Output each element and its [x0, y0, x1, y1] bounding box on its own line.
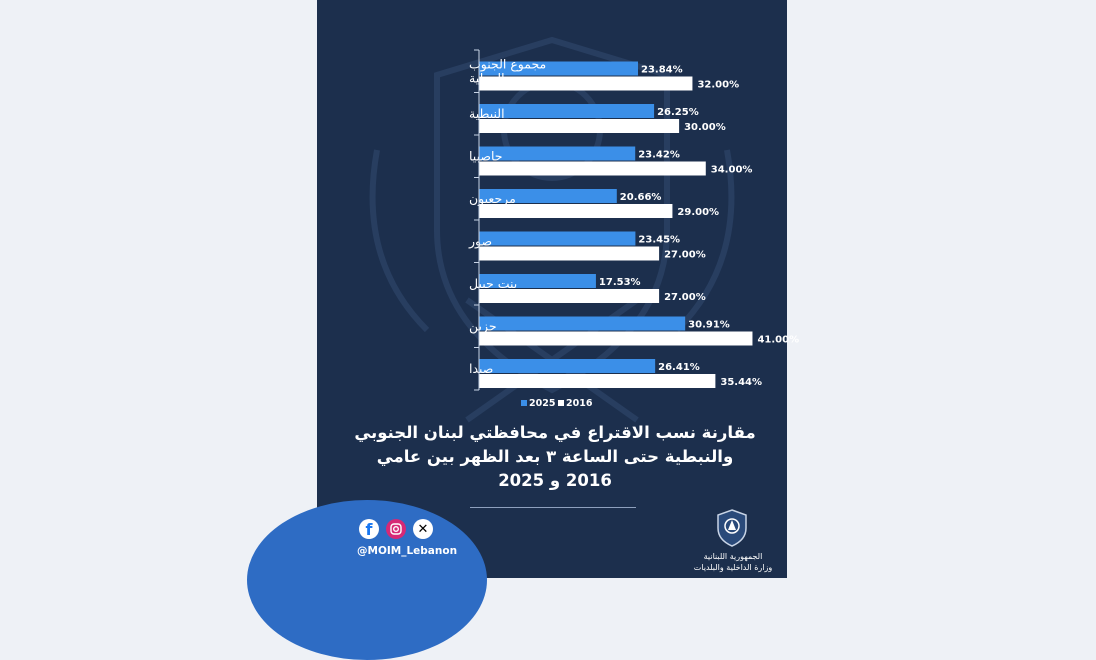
facebook-icon[interactable]: f — [359, 519, 379, 539]
x-icon[interactable]: ✕ — [413, 519, 433, 539]
social-links — [359, 519, 433, 539]
instagram-icon[interactable] — [386, 519, 406, 539]
data-label-2016: 27.00% — [664, 292, 706, 303]
legend-label-2016: 2016 — [566, 398, 593, 409]
ministry-line-2: وزارة الداخلية والبلديات — [693, 563, 773, 572]
category-label: مجموع الجنوب — [469, 56, 547, 72]
data-label-2025: 17.53% — [598, 277, 641, 288]
bar-2016 — [479, 77, 692, 91]
data-label-2025: 30.91% — [688, 319, 730, 331]
legend-swatch-2025 — [521, 400, 527, 406]
data-label-2016: 30.00% — [684, 122, 726, 133]
bar-2016 — [479, 332, 752, 346]
category-label: بنت جبيل — [469, 275, 518, 291]
category-label: صيدا — [469, 360, 494, 376]
category-label: النبطية — [469, 105, 505, 121]
data-label-2016: 29.00% — [677, 207, 720, 218]
bar-2016 — [479, 119, 679, 133]
social-handle[interactable]: @MOIM_Lebanon — [357, 545, 458, 557]
category-label: والنبطية — [469, 70, 511, 86]
data-label-2025: 23.42% — [638, 149, 680, 161]
data-label-2025: 26.41% — [658, 362, 700, 373]
data-label-2016: 35.44% — [720, 377, 763, 388]
data-label-2025: 23.45% — [638, 234, 681, 246]
data-label-2016: 41.00% — [757, 334, 800, 346]
bar-chart — [317, 0, 800, 420]
ministry-emblem-icon — [715, 508, 749, 548]
legend-label-2025: 2025 — [529, 398, 556, 409]
bar-2025 — [479, 317, 685, 331]
chart-title-line-3: 2016 و 2025 — [498, 471, 612, 490]
data-label-2016: 27.00% — [664, 249, 706, 261]
category-label: صور — [469, 233, 493, 249]
data-label-2025: 20.66% — [619, 192, 662, 203]
bar-2016 — [479, 247, 659, 261]
ministry-line-1: الجمهورية اللبنانية — [703, 552, 763, 561]
chart-title-line-2: والنبطية حتى الساعة ٣ بعد الظهر بين عامي — [376, 447, 734, 466]
data-label-2016: 34.00% — [710, 164, 753, 176]
data-label-2025: 26.25% — [657, 107, 699, 118]
bar-2025 — [479, 232, 635, 246]
bar-2016 — [479, 289, 659, 303]
title-divider — [470, 507, 636, 508]
infographic-card — [317, 0, 800, 578]
bar-2016 — [479, 162, 706, 176]
bar-2025 — [479, 359, 655, 373]
data-label-2025: 23.84% — [641, 64, 683, 76]
bar-2025 — [479, 104, 654, 118]
bar-2016 — [479, 374, 715, 388]
category-label: مرجعيون — [469, 190, 516, 206]
category-label: حاصبيا — [469, 148, 503, 164]
category-label: جزين — [469, 318, 497, 334]
chart-title-line-1: مقارنة نسب الاقتراع في محافظتي لبنان الجنوبي — [354, 423, 756, 442]
legend-swatch-2016 — [558, 400, 564, 406]
bar-2016 — [479, 204, 672, 218]
data-label-2016: 32.00% — [697, 79, 740, 91]
